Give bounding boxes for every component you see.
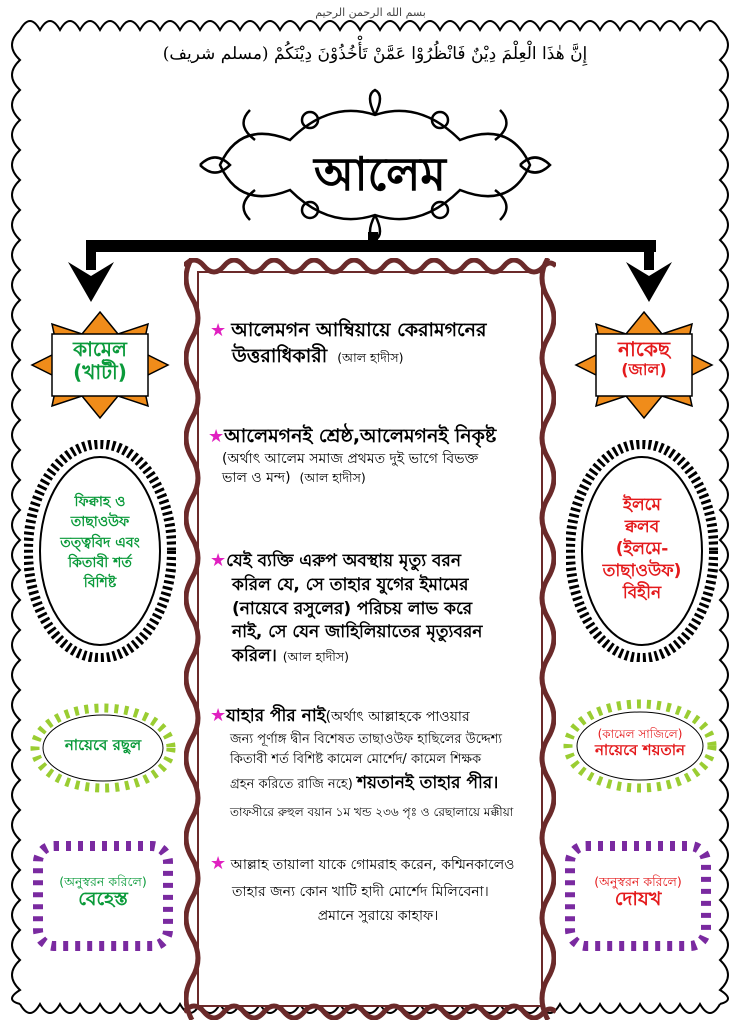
arrow-down-right-icon [624,262,674,304]
kamel-line2: (খাটী) [73,360,127,384]
hadith-arabic: إِنَّ هٰذَا الْعِلْمَ دِيْنٌ فَانْظُرُوْا عَمَّنْ تَأْخُذُوْنَ دِيْنَكُمْ (مسلم شريف) [162,44,588,64]
fiqh-label [44,492,156,593]
nakes-line2: (জাল) [621,360,667,379]
p5-line1: আল্লাহ তায়ালা যাকে গোমরাহ করেন, কশ্মিনকালেও [230,857,515,873]
p2-line2: (অর্থাৎ আলেম সমাজ প্রথমত দুই ভাগে বিভক্ত [222,450,479,467]
nayebe-shaytan-text: নায়েবে শয়তান [594,740,686,759]
paragraph-3 [210,548,546,669]
p4-tail: শয়তানই তাহার পীর। [356,773,499,794]
p5-line3: প্রমানে সুরায়ে কাহাফ। [317,908,439,924]
p3-line3: (নায়েবে রসুলের) পরিচয় লাভ করে [232,598,473,619]
star-bullet-icon: ★ [208,426,225,447]
ilm-line3: (ইলমে- [615,539,669,560]
dozakh-paren: (অনুস্বরন করিলে) [594,874,682,889]
star-bullet-icon: ★ [210,550,227,571]
fiqh-line1: ফিক্বাহ ও [74,494,126,510]
nayebe-rasul-label: নায়েবে রছুল [64,736,142,754]
ilm-line5: বিহীন [622,583,662,604]
fiqh-line5: বিশিষ্ট [83,575,117,592]
paragraph-2 [208,424,548,487]
kamel-label [52,338,148,384]
p4-head: যাহার পীর নাই [226,706,326,726]
nakes-label [596,338,692,379]
paragraph-1 [210,318,540,369]
kamel-saj-paren: (কামেল সাজিলে) [597,727,683,741]
paragraph-4 [210,702,546,821]
star-bullet-icon: ★ [210,853,227,874]
p4-line3: কিতাবী শর্ত বিশিষ্ট কামেল মোর্শেদ/ কামেল শিক্ষক [230,752,482,768]
behesht-result: বেহেস্ত [78,888,128,911]
p3-line2: করিল যে, সে তাহার যুগের ইমামের [232,574,469,595]
connector-stem-center [368,232,378,244]
fiqh-line3: তত্ত্ববিদ এবং [60,534,140,551]
p1-line2: উত্তরাধিকারী [232,344,328,367]
dozakh-label [572,875,704,911]
nakes-line1: নাকেছ [618,337,670,361]
p1-ref: (আল হাদীস) [337,349,404,365]
fiqh-line4: কিতাবী শর্ত [68,554,132,571]
ilm-line4: তাছাওউফ) [602,561,682,582]
bismillah-calligraphy: بسم الله الرحمن الرحيم [315,6,426,19]
p1-line1: আলেমগন আম্বিয়ায়ে কেরামগনের [231,319,487,341]
ilm-label [586,494,698,604]
arrow-down-left-icon [66,262,116,304]
behesht-label [40,875,166,911]
p2-ref: (আল হাদীস) [299,469,366,485]
page-title: আলেম [314,147,446,201]
p3-line5: করিল। [232,646,277,667]
p3-ref: (আল হাদীস) [282,649,349,665]
p3-line4: নাই, সে যেন জাহিলিয়াতের মৃত্যুবরন [232,622,483,643]
star-bullet-icon: ★ [210,705,227,726]
p2-line1: আলেমগনই শ্রেষ্ঠ,আলেমগনই নিকৃষ্ট [224,425,497,447]
p2-line3: ভাল ও মন্দ) [222,469,291,486]
p4-line4: গ্রহন করিতে রাজি নহে) [230,777,353,793]
kamel-line1: কামেল [73,337,127,361]
paragraph-5 [210,848,546,929]
ilm-line1: ইলমে [623,495,661,515]
p5-line2: তাহার জন্য কোন খাটি হাদী মোর্শেদ মিলিবেনা। [232,883,489,900]
dozakh-result: দোযখ [614,888,662,911]
ilm-line2: ক্বলব [624,517,660,538]
p4-line2: জন্য পূর্ণাঙ্গ দ্বীন বিশেষত তাছাওউফ হাছিলের উদ্দেশ্য [230,731,503,747]
fiqh-line2: তাছাওউফ [70,514,130,531]
nayebe-shaytan-label [572,728,708,759]
p3-line1: যেই ব্যক্তি এরুপ অবস্থায় মৃত্যু বরন [226,551,462,571]
p4-source: তাফসীরে রুহুল বয়ান ১ম খন্ড ২৩৬ পৃঃ ও রেছালায়ে মক্কীয়া [230,804,514,819]
star-bullet-icon: ★ [210,320,227,341]
behesht-paren: (অনুস্বরন করিলে) [59,874,147,889]
p4-line1: (অর্থাৎ আল্লাহকে পাওয়ার [325,709,470,725]
